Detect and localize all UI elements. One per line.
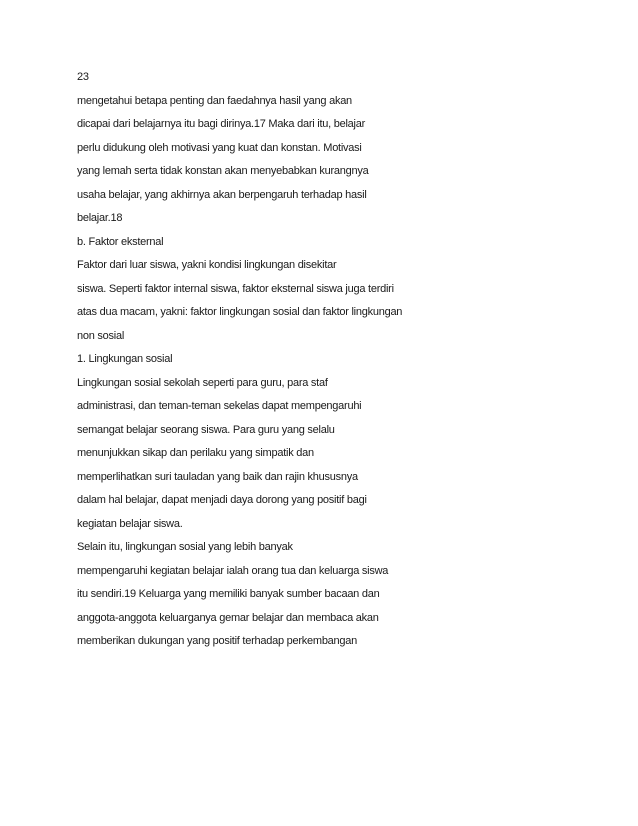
page-number: 23 (77, 71, 89, 83)
text-line: menunjukkan sikap dan perilaku yang simpatik dan (77, 447, 314, 459)
text-line: dalam hal belajar, dapat menjadi daya dorong yang positif bagi (77, 494, 367, 506)
text-line: usaha belajar, yang akhirnya akan berpengaruh terhadap hasil (77, 188, 367, 201)
text-line: semangat belajar seorang siswa. Para guru yang selalu (77, 423, 335, 436)
text-line: kegiatan belajar siswa. (77, 517, 183, 530)
document-text-block (77, 70, 577, 658)
text-line: administrasi, dan teman-teman sekelas dapat mempengaruhi (77, 400, 362, 412)
text-line: dicapai dari belajarnya itu bagi dirinya.17 Maka dari itu, belajar (77, 118, 366, 130)
text-line: Lingkungan sosial sekolah seperti para guru, para staf (77, 376, 328, 389)
text-line: itu sendiri.19 Keluarga yang memiliki banyak sumber bacaan dan (77, 588, 380, 600)
text-line: Selain itu, lingkungan sosial yang lebih banyak (77, 541, 293, 553)
text-line: atas dua macam, yakni: faktor lingkungan sosial dan faktor lingkungan (77, 306, 403, 318)
section-heading: b. Faktor eksternal (77, 235, 164, 248)
text-line: belajar.18 (77, 212, 123, 224)
text-line: siswa. Seperti faktor internal siswa, faktor eksternal siswa juga terdiri (77, 282, 394, 295)
text-line: Faktor dari luar siswa, yakni kondisi lingkungan disekitar (77, 259, 337, 271)
text-line: mempengaruhi kegiatan belajar ialah orang tua dan keluarga siswa (77, 564, 389, 577)
text-line: non sosial (77, 329, 125, 342)
text-line: perlu didukung oleh motivasi yang kuat dan konstan. Motivasi (77, 141, 362, 154)
text-line: memberikan dukungan yang positif terhadap perkembangan (77, 635, 358, 647)
text-line: mengetahui betapa penting dan faedahnya hasil yang akan (77, 94, 352, 107)
text-line: memperlihatkan suri tauladan yang baik dan rajin khususnya (77, 470, 358, 483)
text-line: anggota-anggota keluarganya gemar belajar dan membaca akan (77, 611, 379, 624)
text-line: yang lemah serta tidak konstan akan menyebabkan kurangnya (77, 165, 369, 177)
subsection-heading: 1. Lingkungan sosial (77, 353, 173, 365)
